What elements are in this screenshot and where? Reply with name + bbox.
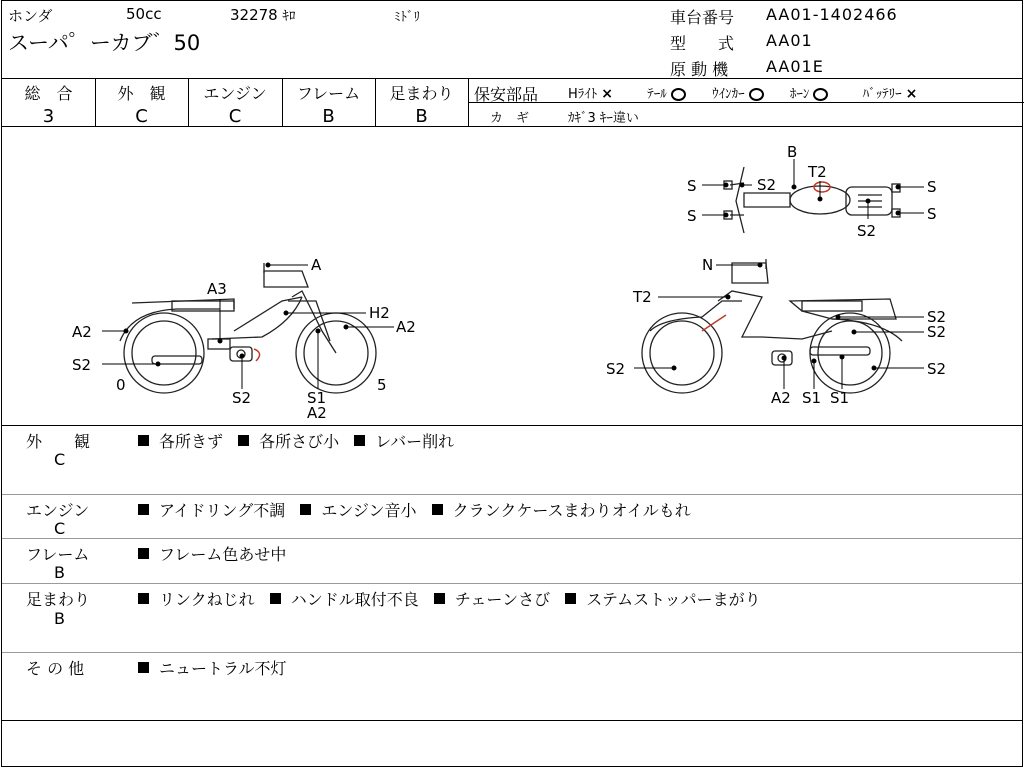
diagram-label: A3 bbox=[207, 280, 227, 298]
bullet-icon bbox=[138, 548, 149, 559]
diagram-label: B bbox=[787, 143, 798, 161]
diagram-label: S2 bbox=[927, 360, 947, 378]
divider bbox=[2, 720, 1022, 721]
safety-label: 保安部品 bbox=[474, 85, 539, 104]
remark-title: そ の 他 bbox=[26, 659, 85, 678]
circle-icon bbox=[749, 88, 764, 101]
type-label: 型 式 bbox=[670, 34, 735, 53]
remark-title: フレーム bbox=[26, 545, 90, 564]
mileage-value: 32278 bbox=[230, 6, 278, 24]
remark-grade: B bbox=[54, 563, 65, 582]
diagram-label: A2 bbox=[307, 404, 327, 422]
diagram-label: S1 bbox=[307, 389, 327, 407]
remark-items bbox=[138, 542, 296, 565]
divider bbox=[2, 494, 1022, 495]
left-view-bike bbox=[120, 263, 376, 393]
diagram-label: A2 bbox=[771, 389, 791, 407]
remark-grade: C bbox=[54, 450, 66, 469]
safety-item: ｳｲﾝｶｰ bbox=[712, 87, 764, 102]
remark-item: クランクケースまわりオイルもれ bbox=[452, 501, 691, 520]
grade-exterior bbox=[95, 79, 188, 127]
divider bbox=[2, 583, 1022, 584]
model-name: スーパ゜ーカブ゛50 bbox=[8, 31, 201, 55]
remark-grade: B bbox=[54, 609, 65, 628]
remark-item: チェーンさび bbox=[454, 590, 551, 609]
remark-grade: C bbox=[54, 519, 66, 538]
bullet-icon bbox=[300, 504, 311, 515]
grade-suspension bbox=[375, 79, 468, 127]
grade-overall bbox=[2, 79, 95, 127]
grade-value: B bbox=[322, 106, 335, 127]
diagram-label: A2 bbox=[396, 318, 416, 336]
remark-item: アイドリング不調 bbox=[159, 501, 286, 520]
remark-items bbox=[138, 587, 771, 610]
diagram-label: S2 bbox=[232, 389, 252, 407]
diagram-label: S1 bbox=[830, 389, 850, 407]
diagram-label: A2 bbox=[72, 323, 92, 341]
safety-item: ﾊﾞｯﾃﾘｰ × bbox=[862, 86, 918, 102]
circle-icon bbox=[671, 88, 686, 101]
engine-value: AA01E bbox=[766, 57, 824, 76]
bullet-icon bbox=[238, 435, 249, 446]
grade-label: 外 観 bbox=[117, 84, 166, 103]
remark-item: 各所さび小 bbox=[259, 432, 340, 451]
grade-value: 3 bbox=[42, 106, 55, 127]
key-value: ｶｷﾞ3 ｷｰ違い bbox=[568, 111, 639, 126]
divider bbox=[2, 425, 1022, 426]
diagram-label: S bbox=[927, 205, 937, 223]
safety-items bbox=[568, 83, 917, 102]
color: ﾐﾄﾞﾘ bbox=[394, 10, 420, 25]
mileage-unit: ｷﾛ bbox=[282, 9, 296, 24]
bullet-icon bbox=[565, 593, 576, 604]
remark-item: 各所きず bbox=[159, 432, 224, 451]
remark-title: 外 観 bbox=[26, 432, 91, 451]
bullet-icon bbox=[432, 504, 443, 515]
diagram-label: 0 bbox=[116, 376, 126, 394]
remark-item: レバー削れ bbox=[375, 432, 455, 451]
remark-item: ニュートラル不灯 bbox=[159, 659, 287, 678]
remark-item: ハンドル取付不良 bbox=[290, 590, 419, 609]
grade-value: C bbox=[228, 106, 242, 127]
bullet-icon bbox=[138, 504, 149, 515]
remark-items bbox=[138, 429, 464, 452]
cross-icon: × bbox=[905, 86, 918, 102]
diagram-label: S bbox=[687, 177, 697, 195]
diagram-label: S bbox=[927, 178, 937, 196]
safety-item: Hﾗｲﾄ × bbox=[568, 86, 614, 102]
damage-diagram bbox=[2, 127, 1022, 425]
maker: ホンダ bbox=[8, 7, 53, 25]
diagram-label: N bbox=[702, 256, 714, 274]
mileage bbox=[230, 5, 296, 24]
diagram-label: A bbox=[311, 256, 322, 274]
diagram-label: S2 bbox=[927, 308, 947, 326]
grade-value: C bbox=[135, 106, 148, 127]
grade-label: 足まわり bbox=[389, 84, 454, 103]
diagram-label: S2 bbox=[857, 222, 877, 240]
diagram-label: 5 bbox=[377, 376, 387, 394]
bullet-icon bbox=[434, 593, 445, 604]
bullet-icon bbox=[270, 593, 281, 604]
remark-title: エンジン bbox=[26, 501, 90, 520]
diagram-label: T2 bbox=[808, 163, 827, 181]
diagram-label: S2 bbox=[927, 323, 947, 341]
diagram-label: S2 bbox=[72, 356, 92, 374]
diagram-label: S2 bbox=[606, 360, 626, 378]
diagram-label: H2 bbox=[369, 304, 390, 322]
divider bbox=[2, 652, 1022, 653]
grade-label: エンジン bbox=[203, 84, 267, 103]
bullet-icon bbox=[138, 662, 149, 673]
diagram-label: S bbox=[687, 207, 697, 225]
grade-value: B bbox=[415, 106, 428, 127]
circle-icon bbox=[813, 88, 828, 101]
frame-no: AA01-1402466 bbox=[766, 5, 898, 24]
grade-label: 総 合 bbox=[24, 84, 73, 103]
remark-item: リンクねじれ bbox=[159, 590, 255, 609]
remark-item: ステムストッパーまがり bbox=[586, 590, 761, 609]
displacement: 50cc bbox=[126, 5, 162, 23]
diagram-label: S1 bbox=[802, 389, 822, 407]
grade-label: フレーム bbox=[296, 84, 361, 103]
remark-item: エンジン音小 bbox=[321, 501, 417, 520]
frame-no-label: 車台番号 bbox=[670, 8, 735, 27]
safety-item: ﾎｰﾝ bbox=[790, 87, 829, 102]
bullet-icon bbox=[354, 435, 365, 446]
bullet-icon bbox=[138, 593, 149, 604]
grade-frame bbox=[282, 79, 375, 127]
cross-icon: × bbox=[601, 86, 614, 102]
remark-items bbox=[138, 656, 297, 679]
diagram-label: T2 bbox=[633, 288, 652, 306]
bullet-icon bbox=[138, 435, 149, 446]
type-value: AA01 bbox=[766, 31, 813, 50]
key-label: カ ギ bbox=[490, 111, 530, 126]
remark-item: フレーム色あせ中 bbox=[159, 545, 287, 564]
inspection-sheet bbox=[1, 0, 1023, 767]
remark-title: 足まわり bbox=[26, 590, 91, 609]
grade-engine bbox=[188, 79, 282, 127]
diagram-label: S2 bbox=[757, 176, 777, 194]
right-view-bike bbox=[642, 259, 902, 393]
safety-item: ﾃｰﾙ bbox=[647, 87, 686, 102]
engine-label: 原 動 機 bbox=[670, 60, 729, 79]
remark-items bbox=[138, 498, 701, 521]
divider bbox=[2, 538, 1022, 539]
